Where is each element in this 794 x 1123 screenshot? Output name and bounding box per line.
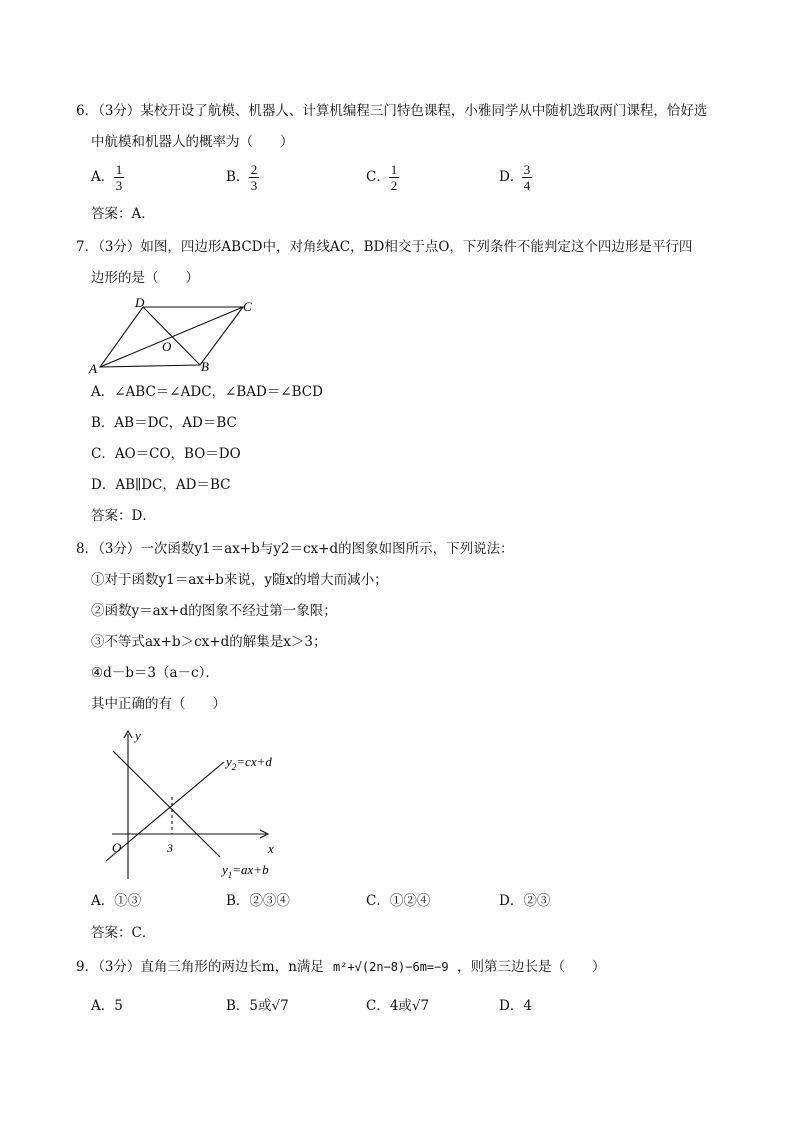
q6-option-c-letter: C． (366, 169, 390, 185)
q9-option-b[interactable]: B．5或√7 (226, 998, 289, 1014)
q7-stem-line1: 7．（3分）如图，四边形ABCD中，对角线AC，BD相交于点O，下列条件不能判定这个四边形是平行四 (76, 239, 693, 255)
q9-option-d[interactable]: D．4 (499, 998, 532, 1014)
q6-stem-line2: 中航模和机器人的概率为（ ） (91, 134, 294, 150)
denominator: 3 (115, 178, 123, 193)
q9-stem-part1: 9．（3分）直角三角形的两边长m，n满足 (76, 959, 324, 975)
x-axis-label: x (268, 841, 274, 856)
q7-option-d[interactable]: D．AB∥DC，AD＝BC (91, 477, 231, 493)
q9-option-c[interactable]: C．4或√7 (366, 998, 430, 1014)
q8-statement-3: ③不等式ax+b＞cx+d的解集是x＞3； (91, 634, 327, 650)
vertex-d-label: D (135, 295, 145, 310)
line-y1-label: $y_1=ax+b$ (222, 862, 269, 880)
q8-answer: 答案：C． (91, 925, 156, 941)
q6-option-a-fraction (114, 163, 124, 192)
q8-statement-1: ①对于函数y1＝ax+b来说，y随x的增大而减小； (91, 572, 388, 588)
vertex-a-label: A (89, 361, 97, 375)
vertex-c-label: C (243, 299, 252, 314)
q7-stem-line2: 边形的是（ ） (91, 270, 199, 286)
q9-stem-part2: ，则第三边长是（ ） (457, 959, 606, 975)
q8-option-c[interactable]: C．①②④ (366, 893, 431, 909)
denominator: 4 (523, 178, 531, 193)
denominator: 3 (250, 178, 258, 193)
q8-stem-line1: 8．（3分）一次函数y1＝ax+b与y2＝cx+d的图象如图所示，下列说法： (76, 541, 514, 557)
origin-label: O (112, 840, 122, 855)
diagonal-bd (143, 307, 200, 365)
tick-3-label: 3 (167, 841, 173, 855)
q7-parallelogram-figure (86, 293, 266, 375)
q7-option-b[interactable]: B．AB＝DC，AD＝BC (91, 415, 237, 431)
q6-option-a-letter: A． (91, 169, 115, 185)
q7-option-c[interactable]: C．AO＝CO，BO＝DO (91, 446, 241, 462)
q7-option-a[interactable]: A．∠ABC＝∠ADC，∠BAD＝∠BCD (91, 384, 323, 400)
numerator: 1 (390, 162, 398, 177)
q9-expression: m²+√(2n−8)−6m=−9 (333, 960, 449, 974)
q8-option-a[interactable]: A．①③ (91, 893, 142, 909)
q8-statement-2: ②函数y＝ax+d的图象不经过第一象限； (91, 603, 337, 619)
vertex-b-label: B (201, 359, 209, 374)
q6-stem-line1: 6．（3分）某校开设了航模、机器人、计算机编程三门特色课程，小雅同学从中随机选取两门课程，恰好选 (76, 103, 708, 119)
y-axis-label: y (135, 728, 141, 743)
denominator: 2 (390, 178, 398, 193)
numerator: 1 (115, 162, 123, 177)
q6-option-b-letter: B． (226, 169, 250, 185)
q9-option-a[interactable]: A．5 (91, 998, 123, 1014)
numerator: 3 (523, 162, 531, 177)
q6-answer: 答案：A． (91, 206, 155, 222)
q8-option-b[interactable]: B．②③④ (226, 893, 290, 909)
numerator: 2 (250, 162, 258, 177)
q8-prompt: 其中正确的有（ ） (91, 696, 226, 712)
q6-option-c-fraction (389, 163, 399, 192)
q6-option-b-fraction (249, 163, 259, 192)
q6-option-d-fraction (522, 163, 532, 192)
q8-statement-4: ④d－b＝3（a－c）． (91, 665, 219, 681)
q8-function-graph (100, 724, 300, 884)
line-y2 (106, 762, 224, 861)
q8-option-d[interactable]: D．②③ (499, 893, 551, 909)
q6-option-d-letter: D． (499, 169, 524, 185)
q7-answer: 答案：D． (91, 508, 156, 524)
point-o-label: O (162, 339, 172, 354)
line-y2-label: $y_2=cx+d$ (226, 754, 272, 772)
